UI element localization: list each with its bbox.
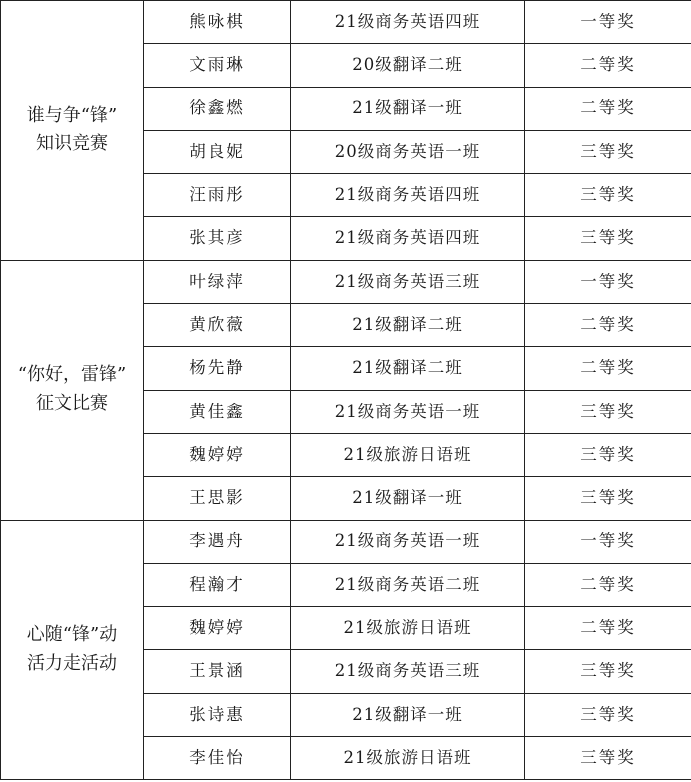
winner-class: 21级旅游日语班 (291, 607, 525, 650)
event-name-line: 活力走活动 (27, 652, 117, 674)
winner-class: 21级旅游日语班 (291, 737, 525, 780)
prize-level: 二等奖 (525, 607, 691, 650)
winner-name: 魏婷婷 (144, 607, 291, 650)
winner-name: 黄佳鑫 (144, 390, 291, 433)
prize-level: 二等奖 (525, 87, 691, 130)
prize-level: 三等奖 (525, 390, 691, 433)
winner-name: 魏婷婷 (144, 433, 291, 476)
prize-level: 一等奖 (525, 1, 691, 44)
event-name-line: 知识竞赛 (36, 133, 108, 155)
winner-name: 汪雨彤 (144, 174, 291, 217)
winner-class: 21级商务英语二班 (291, 563, 525, 606)
table-row (1, 1, 691, 44)
prize-level: 三等奖 (525, 433, 691, 476)
prize-level: 三等奖 (525, 650, 691, 693)
winner-name: 熊咏棋 (144, 1, 291, 44)
winner-name: 李佳怡 (144, 737, 291, 780)
winner-class: 20级商务英语一班 (291, 130, 525, 173)
event-name-line: 心随“锋”动 (26, 624, 118, 646)
winner-class: 21级商务英语四班 (291, 1, 525, 44)
winner-class: 21级翻译二班 (291, 347, 525, 390)
event-name-cell (1, 1, 144, 261)
winner-class: 21级商务英语三班 (291, 650, 525, 693)
event-name-line: “你好，雷锋” (17, 364, 127, 386)
winner-class: 21级旅游日语班 (291, 433, 525, 476)
winner-name: 程瀚才 (144, 563, 291, 606)
winner-class: 21级翻译一班 (291, 477, 525, 520)
prize-level: 三等奖 (525, 693, 691, 736)
event-name-line: 征文比赛 (36, 393, 108, 415)
winner-class: 21级翻译二班 (291, 304, 525, 347)
winner-name: 徐鑫燃 (144, 87, 291, 130)
event-name-cell (1, 260, 144, 520)
winner-class: 21级商务英语四班 (291, 217, 525, 260)
table-row (1, 520, 691, 563)
prize-level: 三等奖 (525, 217, 691, 260)
winner-class: 21级商务英语三班 (291, 260, 525, 303)
winner-class: 21级商务英语一班 (291, 520, 525, 563)
winner-name: 文雨琳 (144, 44, 291, 87)
winner-name: 王思影 (144, 477, 291, 520)
prize-level: 一等奖 (525, 520, 691, 563)
prize-level: 三等奖 (525, 130, 691, 173)
winner-name: 张其彦 (144, 217, 291, 260)
winner-class: 21级翻译一班 (291, 693, 525, 736)
winner-name: 张诗惠 (144, 693, 291, 736)
winner-class: 21级翻译一班 (291, 87, 525, 130)
prize-level: 三等奖 (525, 737, 691, 780)
winner-name: 胡良妮 (144, 130, 291, 173)
prize-level: 二等奖 (525, 44, 691, 87)
winner-name: 李遇舟 (144, 520, 291, 563)
prize-level: 二等奖 (525, 347, 691, 390)
winner-name: 王景涵 (144, 650, 291, 693)
prize-level: 二等奖 (525, 563, 691, 606)
winner-name: 叶绿萍 (144, 260, 291, 303)
prize-level: 三等奖 (525, 174, 691, 217)
prize-level: 一等奖 (525, 260, 691, 303)
prize-level: 三等奖 (525, 477, 691, 520)
event-name-line: 谁与争“锋” (26, 104, 118, 126)
winner-class: 21级商务英语四班 (291, 174, 525, 217)
winner-name: 杨先静 (144, 347, 291, 390)
prize-level: 二等奖 (525, 304, 691, 347)
winner-name: 黄欣薇 (144, 304, 291, 347)
winner-class: 20级翻译二班 (291, 44, 525, 87)
awards-table-body (1, 1, 691, 780)
event-name-cell (1, 520, 144, 780)
table-row (1, 260, 691, 303)
winner-class: 21级商务英语一班 (291, 390, 525, 433)
